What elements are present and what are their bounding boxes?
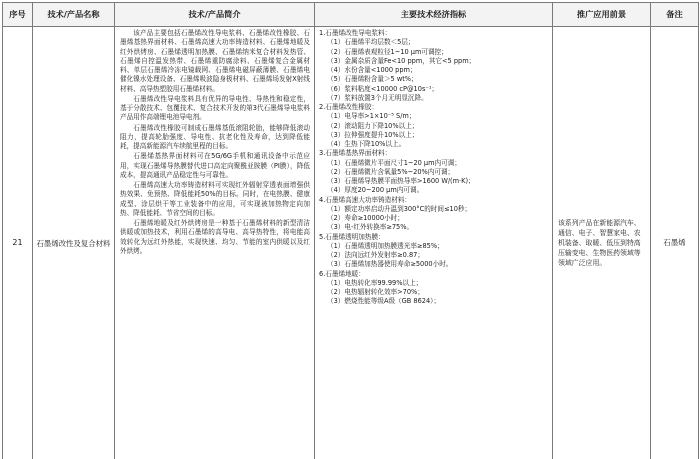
metric-item: （2）寿命≥10000小时；: [327, 214, 404, 222]
metric-item: （1）石墨烯透明加热膜透光率≥85%；: [327, 241, 444, 250]
intro-paragraph: 石墨烯地暖及红外烘烤房是一种基于石墨烯材料的新型清洁供暖或加热技术，利用石墨烯的高导电、高导热特性，将电能高效转化为远红外热能，实现快速、均匀、节能的室内供暖以及红外烘烤。: [120, 219, 310, 255]
metric-item: （2）石墨烯微片含氧量5%~20%内可调；: [327, 167, 455, 176]
application-prospect: 该系列产品在新能源汽车、通信、电子、智慧家电、农机装备、取暖、低压到特高压输变电、生物医药领域等领域广泛应用。: [553, 27, 651, 459]
metric-item: （2）滚动阻力下降10%以上；: [327, 121, 419, 130]
metric-item: （2）法向远红外发射率≥0.87；: [327, 251, 424, 259]
metric-item: （3）电-红外转换率≥75%。: [327, 223, 414, 232]
metric-item: （3）金属杂质含量Fe<10 ppm，其它<5 ppm；: [327, 56, 476, 65]
technology-table: [2, 2, 699, 459]
intro-paragraph: 石墨烯改性导电浆料具有优异的导电性、导热性和稳定性，基于分散技术、包覆技术、复合技术开发的第3代石墨烯导电浆料产品用作高端锂电池导电剂。: [120, 94, 310, 122]
metric-item: （4）厚度20~200 μm内可调。: [327, 186, 424, 195]
row-number: 21: [3, 27, 33, 459]
metric-section-heading: 6.石墨烯地暖：: [319, 269, 365, 278]
intro-paragraphs: [120, 29, 310, 256]
header-name: 技术/产品名称: [33, 3, 115, 27]
metric-item: （6）浆料粘度<10000 cP@10s⁻¹；: [327, 84, 439, 93]
technical-metrics-cell: [315, 27, 553, 459]
metric-item: （2）电热辐射转化效率>70%；: [327, 288, 424, 296]
metrics-list: [319, 29, 548, 307]
product-name: 石墨烯改性及复合材料: [33, 27, 115, 459]
header-no: 序号: [3, 3, 33, 27]
product-intro-cell: [115, 27, 315, 459]
table-row: [3, 27, 699, 459]
header-note: 备注: [651, 3, 699, 27]
metric-section-heading: 1.石墨烯改性导电浆料：: [319, 29, 392, 37]
table-header-row: [3, 3, 699, 27]
header-metrics: 主要技术经济指标: [315, 3, 553, 27]
metric-item: （4）水份含量<1000 ppm；: [327, 66, 417, 74]
metric-item: （1）电导率>1×10⁻⁵ S/m；: [327, 112, 416, 121]
metric-item: （3）燃烧性能等级A级（GB 8624）；: [327, 297, 441, 306]
intro-paragraph: 石墨烯高速大功率铸造材料可实现红外辐射穿透表面增强供热效果、免预热、降低能耗50%的目标。同时，在电热膜、健康成型、涂层烘干等工业装备中的应用，可实现被加热物定向加热、降低能耗、节省空间的目标。: [120, 181, 310, 217]
metric-item: （1）电热转化率99.99%以上；: [327, 278, 423, 287]
metric-item: （2）石墨烯表观粒径1~10 μm可调控；: [327, 47, 448, 56]
remark: 石墨烯: [651, 27, 699, 459]
metric-section-heading: 5.石墨烯透明加热膜：: [319, 232, 385, 241]
intro-paragraph: 该产品主要包括石墨烯改性导电浆料、石墨烯改性橡胶、石墨烯基热界面材料、石墨烯高速大功率铸造材料、石墨烯地暖及红外烘烤房、石墨烯透明加热膜、石墨烯纳米复合材料发热管、石墨烯自控温发热带、石墨烯重防腐涂料、石墨烯复合金属材料、单层石墨烯冷冻电镜载网、石墨烯电磁屏蔽薄膜、石墨烯电催化镍水处理设备、石墨烯吸波隐身极材料、石墨烯场发射X射线材料、高导热塑胶用石墨烯材料。: [120, 29, 310, 93]
metric-item: （1）石墨烯微片平面尺寸1~20 μm内可调；: [327, 158, 461, 167]
header-intro: 技术/产品简介: [115, 3, 315, 27]
metric-item: （7）浆料放置3个月无明显沉降。: [327, 93, 428, 102]
metric-item: （3）石墨烯导热膜平面热导率>1600 W/(m·K)；: [327, 177, 475, 185]
metric-item: （4）生热下降10%以上。: [327, 140, 406, 148]
metric-item: （1）额定功率启动升温到300°C的时间≤10秒；: [327, 204, 472, 213]
metric-section-heading: 2.石墨烯改性橡胶：: [319, 103, 379, 111]
metric-section-heading: 3.石墨烯基热界面材料：: [319, 149, 392, 158]
intro-paragraph: 石墨烯基热界面材料可在5G/6G手机和通讯设备中示范应用，实现石墨烯导热膜替代进口高定向聚酰亚胺膜（PI膜），降低成本，提高通讯产品稳定性与可靠性。: [120, 152, 310, 179]
metric-item: （5）石墨烯粉含量＞5 wt%；: [327, 75, 418, 84]
metric-item: （1）石墨烯平均层数＜5层；: [327, 38, 415, 47]
header-prospect: 推广应用前景: [553, 3, 651, 27]
intro-paragraph: 石墨烯改性橡胶可制成石墨烯基低滚阻轮胎，能够降低滚动阻力，提高轮胎强度、导电性、抗老化性及寿命，达到降低能耗，提高新能源汽车续航里程的目标。: [120, 123, 310, 150]
metric-section-heading: 4.石墨烯高速大功率铸造材料：: [319, 195, 412, 204]
metric-item: （3）石墨烯加热器使用寿命≥5000小时。: [327, 260, 453, 269]
metric-item: （3）拉伸强度提升10%以上；: [327, 130, 419, 139]
